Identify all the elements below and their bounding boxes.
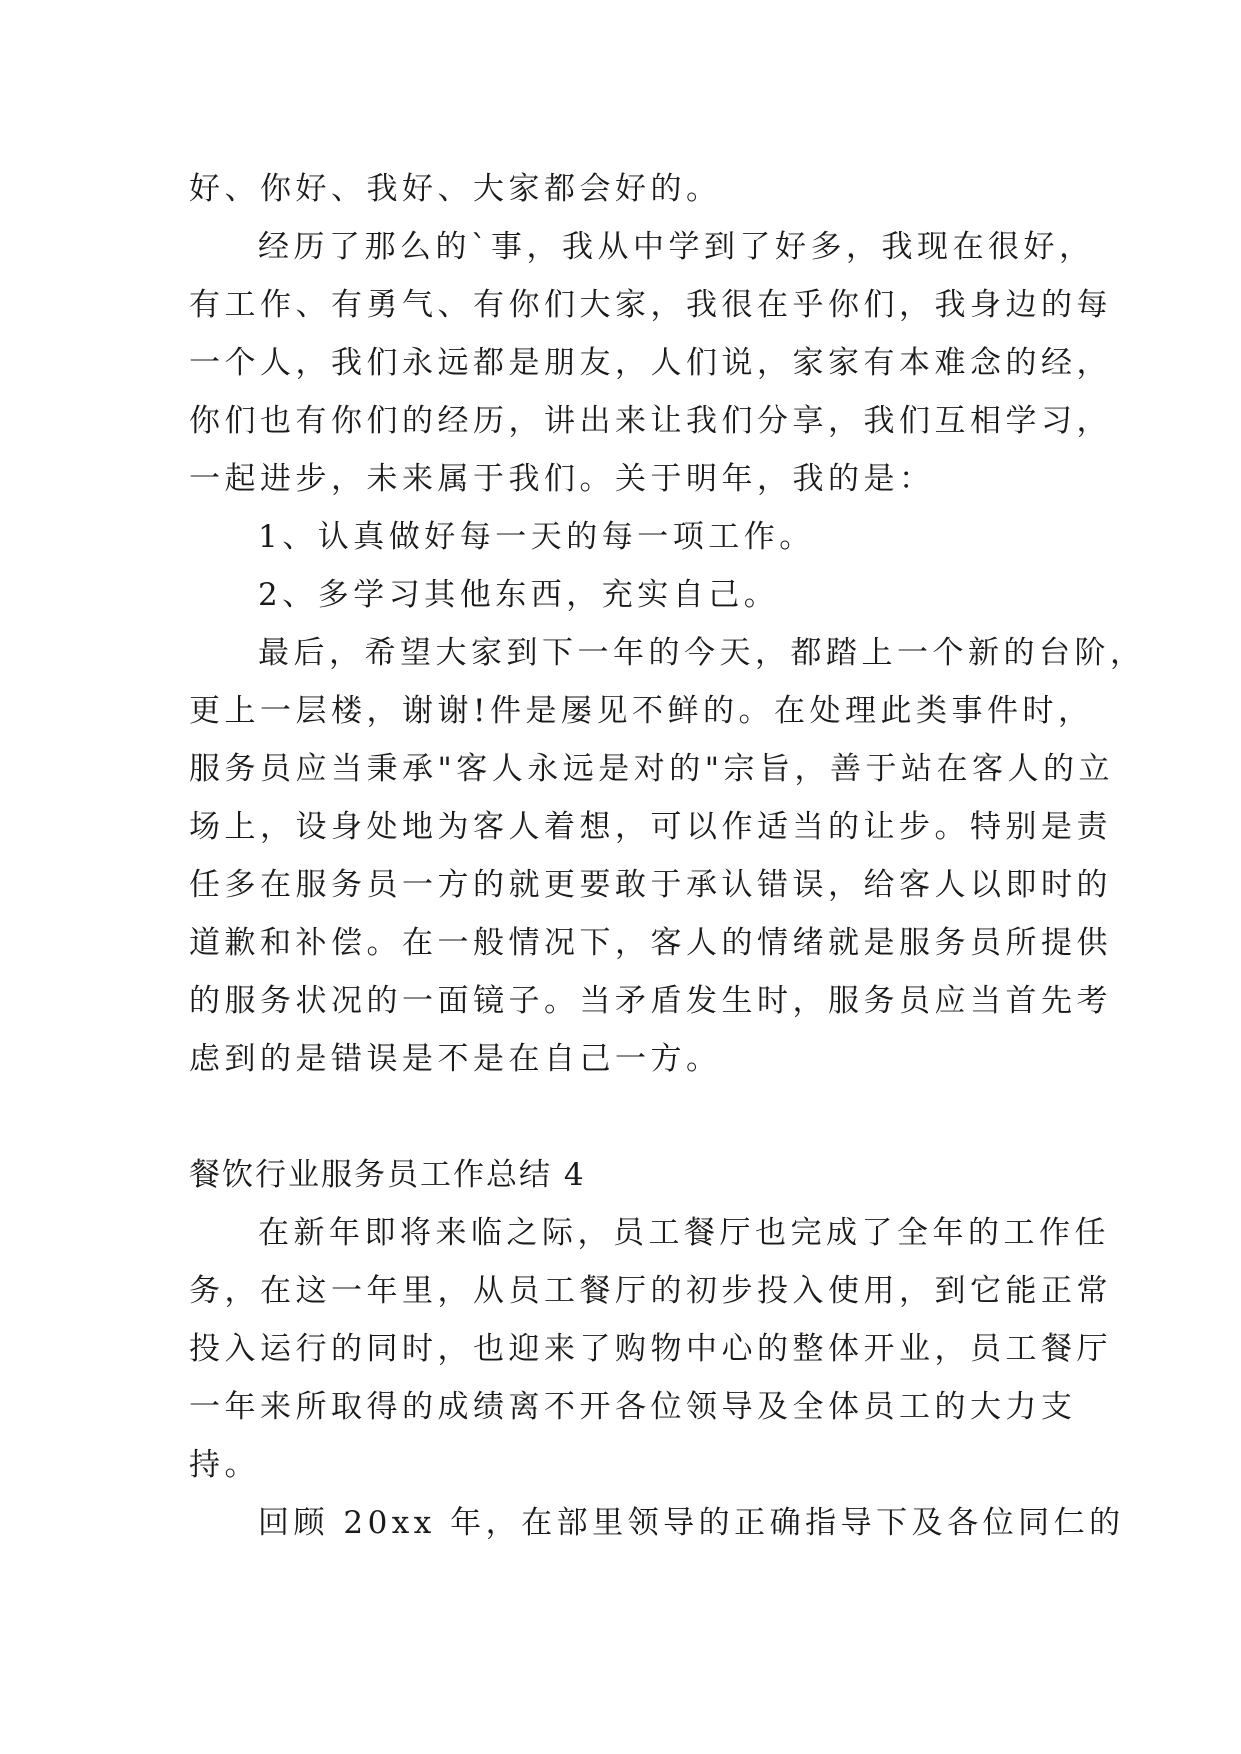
paragraph-line: 虑到的是错误是不是在自己一方。 <box>189 1041 722 1077</box>
list-item: 2、多学习其他东西，充实自己。 <box>258 577 780 613</box>
paragraph-line: 好、你好、我好、大家都会好的。 <box>189 171 722 207</box>
paragraph-line: 的服务状况的一面镜子。当矛盾发生时，服务员应当首先考 <box>189 983 1112 1019</box>
paragraph-line: 持。 <box>189 1447 260 1483</box>
list-item: 1、认真做好每一天的每一项工作。 <box>258 519 815 555</box>
paragraph-line: 一个人，我们永远都是朋友，人们说，家家有本难念的经， <box>189 345 1112 381</box>
paragraph-line: 服务员应当秉承"客人永远是对的"宗旨，善于站在客人的立 <box>189 751 1115 787</box>
paragraph-line: 一年来所取得的成绩离不开各位领导及全体员工的大力支 <box>189 1389 1077 1425</box>
paragraph-line: 场上，设身处地为客人着想，可以作适当的让步。特别是责 <box>189 809 1112 845</box>
paragraph-line: 回顾 20xx 年，在部里领导的正确指导下及各位同仁的 <box>258 1505 1125 1541</box>
paragraph-line: 务，在这一年里，从员工餐厅的初步投入使用，到它能正常 <box>189 1273 1112 1309</box>
paragraph-line: 投入运行的同时，也迎来了购物中心的整体开业，员工餐厅 <box>189 1331 1112 1367</box>
paragraph-line: 一起进步，未来属于我们。关于明年，我的是： <box>189 461 935 497</box>
paragraph-line: 任多在服务员一方的就更要敢于承认错误，给客人以即时的 <box>189 867 1112 903</box>
paragraph-line: 最后，希望大家到下一年的今天，都踏上一个新的台阶， <box>258 635 1146 671</box>
paragraph-line: 道歉和补偿。在一般情况下，客人的情绪就是服务员所提供 <box>189 925 1112 961</box>
paragraph-line: 有工作、有勇气、有你们大家，我很在乎你们，我身边的每 <box>189 287 1112 323</box>
paragraph-line: 你们也有你们的经历，讲出来让我们分享，我们互相学习， <box>189 403 1112 439</box>
paragraph-line: 在新年即将来临之际，员工餐厅也完成了全年的工作任 <box>258 1215 1110 1251</box>
section-heading: 餐饮行业服务员工作总结 4 <box>189 1157 586 1193</box>
paragraph-line: 更上一层楼，谢谢!件是屡见不鲜的。在处理此类事件时， <box>189 693 1094 729</box>
paragraph-line: 经历了那么的`事，我从中学到了好多，我现在很好， <box>258 229 1095 265</box>
